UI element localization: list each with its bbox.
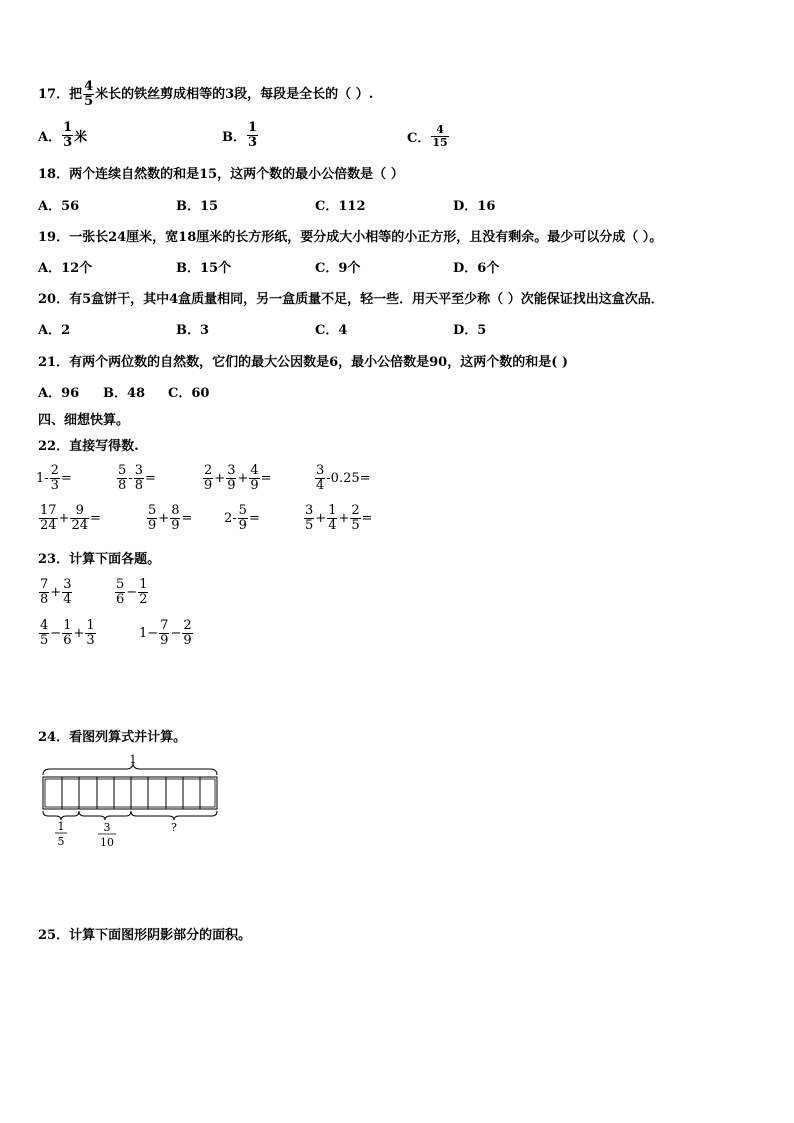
operator: + [315, 510, 327, 526]
q19-option-c: C．9个 [315, 261, 361, 276]
q21-option-c: C．60 [168, 386, 210, 401]
option-fraction: $\frac{1}{3}$ [248, 120, 258, 150]
label-b-denominator: 10 [100, 836, 114, 849]
fraction: $\frac{1}{3}$ [86, 618, 95, 648]
option-unit: 米 [74, 129, 88, 145]
fraction: $\frac{5}{6}$ [116, 577, 125, 607]
fraction: $\frac{3}{5}$ [305, 503, 314, 533]
q18-option-c: C．112 [315, 199, 366, 214]
label-question: ? [171, 821, 177, 834]
option-label: C． [407, 130, 431, 146]
q19-option-b: B．15个 [176, 261, 232, 276]
segmented-bar [43, 777, 217, 809]
operator: − [50, 625, 62, 641]
q21-option-b: B．48 [103, 386, 146, 401]
fraction: $\frac{1}{6}$ [63, 618, 72, 648]
q22-expr-1 [36, 464, 72, 492]
q18-option-d: D．16 [453, 199, 496, 214]
q22-expr-6 [146, 504, 192, 532]
question-23-title: 23．计算下面各题。 [38, 552, 161, 567]
label-a-numerator: 1 [57, 820, 65, 833]
fraction: $\frac{4}{9}$ [250, 463, 259, 493]
operator: + [58, 510, 70, 526]
q22-expr-2 [116, 464, 156, 492]
q18-option-b: B．15 [176, 199, 219, 214]
question-25-title: 25．计算下面图形阴影部分的面积。 [38, 928, 252, 943]
section-heading: 四、细想快算。 [38, 413, 130, 428]
expr-text: 1− [139, 625, 159, 641]
fraction: $\frac{7}{8}$ [40, 577, 49, 607]
q20-option-b: B．3 [176, 323, 210, 338]
operator: + [338, 510, 350, 526]
fraction: $\frac{5}{8}$ [118, 463, 127, 493]
option-fraction: $\frac{1}{3}$ [63, 120, 73, 150]
option-label: B． [222, 129, 246, 145]
brace-b [79, 811, 131, 820]
q22-expr-4 [314, 464, 371, 492]
operator: − [170, 625, 182, 641]
question-21: 21．有两个两位数的自然数，它们的最大公因数是6，最小公倍数是90，这两个数的和是( ) [38, 355, 569, 370]
operator: + [214, 470, 226, 486]
operator: + [158, 510, 170, 526]
q23-expr-3 [38, 619, 97, 647]
fraction: $\frac{3}{8}$ [134, 463, 143, 493]
q17-number: 17．把 [38, 86, 83, 102]
q17-option-c [407, 124, 450, 148]
q22-expr-8 [303, 504, 373, 532]
fraction: $\frac{2}{9}$ [204, 463, 213, 493]
q23-expr-1 [38, 578, 73, 606]
expr-text: 1- [36, 470, 49, 486]
expr-text: -0.25= [326, 470, 371, 486]
expr-text: = [260, 470, 272, 486]
fraction-bar-diagram [38, 752, 228, 852]
expr-text: = [181, 510, 193, 526]
q18-option-a: A．56 [38, 199, 80, 214]
q20-option-a: A．2 [38, 323, 71, 338]
q22-expr-3 [202, 464, 272, 492]
label-a-denominator: 5 [57, 835, 65, 848]
q23-expr-4 [139, 619, 194, 647]
fraction: $\frac{5}{9}$ [238, 503, 247, 533]
q23-expr-2 [114, 578, 149, 606]
question-20: 20．有5盒饼干，其中4盒质量相同，另一盒质量不足，轻一些．用天平至少称（ ）次能保证找出这盒次品． [38, 292, 664, 307]
expr-text: = [361, 510, 373, 526]
question-24-title: 24．看图列算式并计算。 [38, 730, 187, 745]
q17-option-a [38, 121, 87, 149]
expr-text: = [144, 470, 156, 486]
brace-a [43, 811, 79, 820]
q22-expr-7 [224, 504, 260, 532]
fraction: $\frac{7}{9}$ [160, 618, 169, 648]
fraction: $\frac{1}{2}$ [139, 577, 148, 607]
q21-option-a: A．96 [38, 386, 80, 401]
fraction: $\frac{5}{9}$ [148, 503, 157, 533]
fraction: $\frac{17}{24}$ [40, 503, 57, 533]
q19-option-a: A．12个 [38, 261, 93, 276]
fraction: $\frac{4}{5}$ [40, 618, 49, 648]
operator: + [73, 625, 85, 641]
expr-text: = [248, 510, 260, 526]
brace-question [131, 811, 217, 820]
question-22-title: 22．直接写得数. [38, 439, 139, 454]
operator: − [126, 584, 138, 600]
q19-option-d: D．6个 [453, 261, 500, 276]
fraction: $\frac{8}{9}$ [171, 503, 180, 533]
q17-fraction: $\frac{4}{5}$ [84, 79, 94, 109]
question-17 [38, 80, 373, 108]
fraction: $\frac{9}{24}$ [71, 503, 88, 533]
operator: - [128, 470, 133, 486]
fraction: $\frac{2}{9}$ [183, 618, 192, 648]
fraction: $\frac{1}{4}$ [328, 503, 337, 533]
fraction: $\frac{3}{4}$ [63, 577, 72, 607]
operator: + [237, 470, 249, 486]
fraction: $\frac{2}{3}$ [50, 463, 59, 493]
option-fraction: $\frac{4}{15}$ [432, 123, 448, 149]
q20-option-c: C．4 [315, 323, 348, 338]
q20-option-d: D．5 [453, 323, 487, 338]
fraction: $\frac{3}{9}$ [227, 463, 236, 493]
label-b-numerator: 3 [103, 821, 111, 834]
expr-text: = [60, 470, 72, 486]
whole-label: 1 [129, 753, 137, 766]
fraction: $\frac{2}{5}$ [351, 503, 360, 533]
expr-text: = [90, 510, 101, 526]
q17-option-b [222, 121, 259, 149]
question-19: 19．一张长24厘米，宽18厘米的长方形纸，要分成大小相等的小正方形，且没有剩余。最少可以分成（ ）。 [38, 230, 663, 245]
q22-expr-5 [38, 504, 101, 532]
fraction: $\frac{3}{4}$ [316, 463, 325, 493]
option-label: A． [38, 129, 62, 145]
question-18: 18．两个连续自然数的和是15，这两个数的最小公倍数是（ ） [38, 167, 404, 182]
operator: + [50, 584, 62, 600]
q17-text: 米长的铁丝剪成相等的3段，每段是全长的（ ）. [95, 86, 374, 102]
expr-text: 2- [224, 510, 237, 526]
